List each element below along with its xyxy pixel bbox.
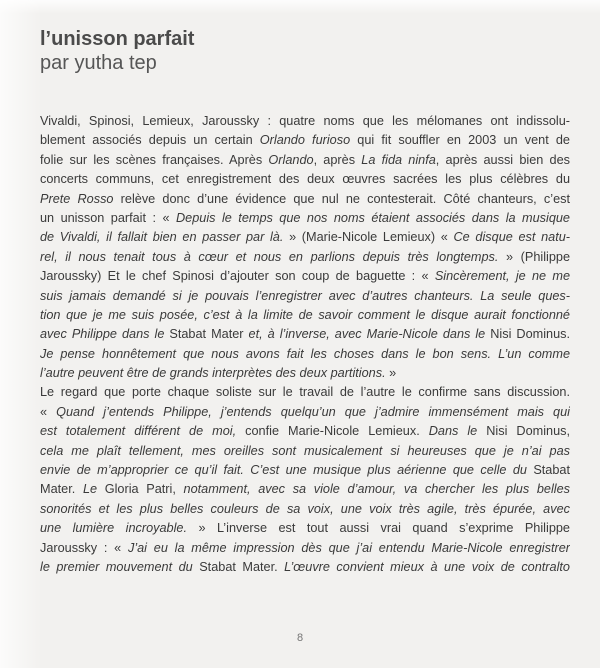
text-run: Vivaldi, Spinosi, Lemieux, Jaroussky : quatre noms que les mélomanes ont indissolu-: [40, 114, 570, 128]
text-line: [40, 403, 570, 422]
text-run: » (Marie-Nicole Lemieux) «: [289, 230, 454, 245]
italic-text-run: envie de m’approprier ce qu’il fait. C’est une musique plus aérienne que celle du: [40, 463, 534, 478]
page-footer: [0, 632, 600, 644]
text-line: [40, 383, 570, 402]
text-line: [40, 558, 570, 577]
text-run: un unisson parfait : «: [40, 210, 176, 225]
italic-text-run: Ce disque est natu-: [453, 230, 570, 245]
italic-text-run: l’autre peuvent être de grands interprètes des deux partitions.: [40, 366, 390, 381]
italic-text-run: cela me plaît tellement, mes oreilles sont musicalement si heureuses que je n’ai pas: [40, 443, 570, 458]
italic-text-run: Quand j’entends Philippe, j’entends quelqu’un que j’admire immensément mais qui: [56, 404, 570, 419]
italic-text-run: Le: [82, 482, 105, 497]
text-line: [40, 209, 570, 228]
text-run: Le regard que porte chaque soliste sur le travail de l’autre le confirme sans discussion.: [40, 385, 570, 400]
italic-text-run: Prete Rosso: [40, 191, 114, 206]
text-run: , après: [313, 152, 362, 167]
italic-text-run: L’œuvre convient mieux à une voix de contralto: [284, 559, 570, 574]
italic-text-run: La fida ninfa: [361, 152, 436, 167]
italic-text-run: une lumière incroyable.: [40, 521, 199, 536]
text-run: Stabat: [533, 463, 570, 478]
text-line: [40, 539, 570, 558]
text-line: [40, 190, 570, 209]
text-run: Nisi Dominus,: [486, 424, 570, 439]
italic-text-run: Sincèrement, je ne me: [434, 269, 570, 284]
text-run: »: [389, 366, 397, 381]
text-run: Mater.: [40, 482, 83, 497]
text-run: Gloria Patri,: [104, 482, 184, 497]
italic-text-run: Je pense honnêtement que nous avons fait les choses dans le bon sens. L’un comme: [40, 346, 570, 361]
article-text: [40, 112, 570, 577]
italic-text-run: le premier mouvement du: [40, 559, 200, 574]
text-run: qui fit souffler en 2003 un vent de: [350, 133, 570, 148]
booklet-page: [0, 27, 600, 668]
byline: par yutha tep: [40, 52, 157, 74]
text-run: blement associés depuis un certain: [40, 133, 260, 148]
text-line: [40, 442, 570, 461]
italic-text-run: de Vivaldi, il fallait bien en passer par là.: [40, 230, 290, 245]
italic-text-run: J’ai eu la même impression dès que j’ai entendu Marie-Nicole enregistrer: [127, 540, 570, 555]
text-run: concerts communs, cet enregistrement des deux œuvres sacrées les plus célèbres du: [40, 172, 570, 187]
text-line: [40, 287, 570, 306]
page-number: 8: [296, 632, 304, 644]
text-run: Stabat Mater: [169, 327, 249, 342]
italic-text-run: sonorités et les plus belles couleurs de sa voix, une voix très agile, très épurée, avec: [40, 501, 570, 516]
text-line: [40, 112, 570, 131]
text-line: [40, 325, 570, 344]
text-line: [40, 170, 570, 189]
text-run: Jaroussky : «: [40, 540, 128, 555]
text-line: [40, 306, 570, 325]
text-line: [40, 267, 570, 286]
text-run: , après aussi bien des: [435, 152, 570, 167]
italic-text-run: Depuis le temps que nos noms étaient associés dans la musique: [176, 210, 570, 225]
italic-text-run: tion que je me suis posée, c’est à la limite de savoir comment le disque aurait fonctionné: [40, 307, 570, 322]
italic-text-run: avec Philippe dans le: [40, 327, 170, 342]
text-run: Nisi Dominus.: [490, 327, 570, 342]
italic-text-run: Orlando: [268, 152, 314, 167]
text-line: [40, 151, 570, 170]
text-run: confie Marie-Nicole Lemieux.: [245, 424, 429, 439]
text-run: Stabat Mater.: [199, 559, 285, 574]
text-line: [40, 248, 570, 267]
text-line: [40, 461, 570, 480]
text-line: [40, 480, 570, 499]
text-run: «: [40, 404, 57, 419]
text-run: » (Philippe: [505, 249, 570, 264]
text-run: Jaroussky) Et le chef Spinosi d’ajouter son coup de baguette : «: [40, 269, 435, 284]
italic-text-run: Orlando furioso: [259, 133, 351, 148]
italic-text-run: Dans le: [428, 424, 487, 439]
text-line: [40, 519, 570, 538]
italic-text-run: et, à l’inverse, avec Marie-Nicole dans le: [248, 327, 491, 342]
page-title: l’unisson parfait: [40, 28, 195, 50]
italic-text-run: suis jamais demandé si je pouvais l’enregistrer avec d’autres chanteurs. La seule ques-: [40, 288, 570, 303]
text-run: » L’inverse est tout aussi vrai quand s’exprime Philippe: [198, 521, 570, 536]
italic-text-run: rel, il nous tenait tous à cœur et nous en parlions depuis très longtemps.: [40, 249, 506, 264]
text-run: folie sur les scènes françaises. Après: [40, 152, 269, 167]
text-line: [40, 345, 570, 364]
text-line: [40, 228, 570, 247]
text-run: relève donc d’une évidence que nul ne contesterait. Côté chanteurs, c’est: [113, 191, 570, 206]
text-line: [40, 500, 570, 519]
page-header: [40, 27, 570, 75]
italic-text-run: notamment, avec sa viole d’amour, va chercher les plus belles: [183, 482, 570, 497]
italic-text-run: est totalement différent de moi,: [40, 424, 246, 439]
text-line: [40, 422, 570, 441]
text-line: [40, 131, 570, 150]
text-line: [40, 364, 570, 383]
